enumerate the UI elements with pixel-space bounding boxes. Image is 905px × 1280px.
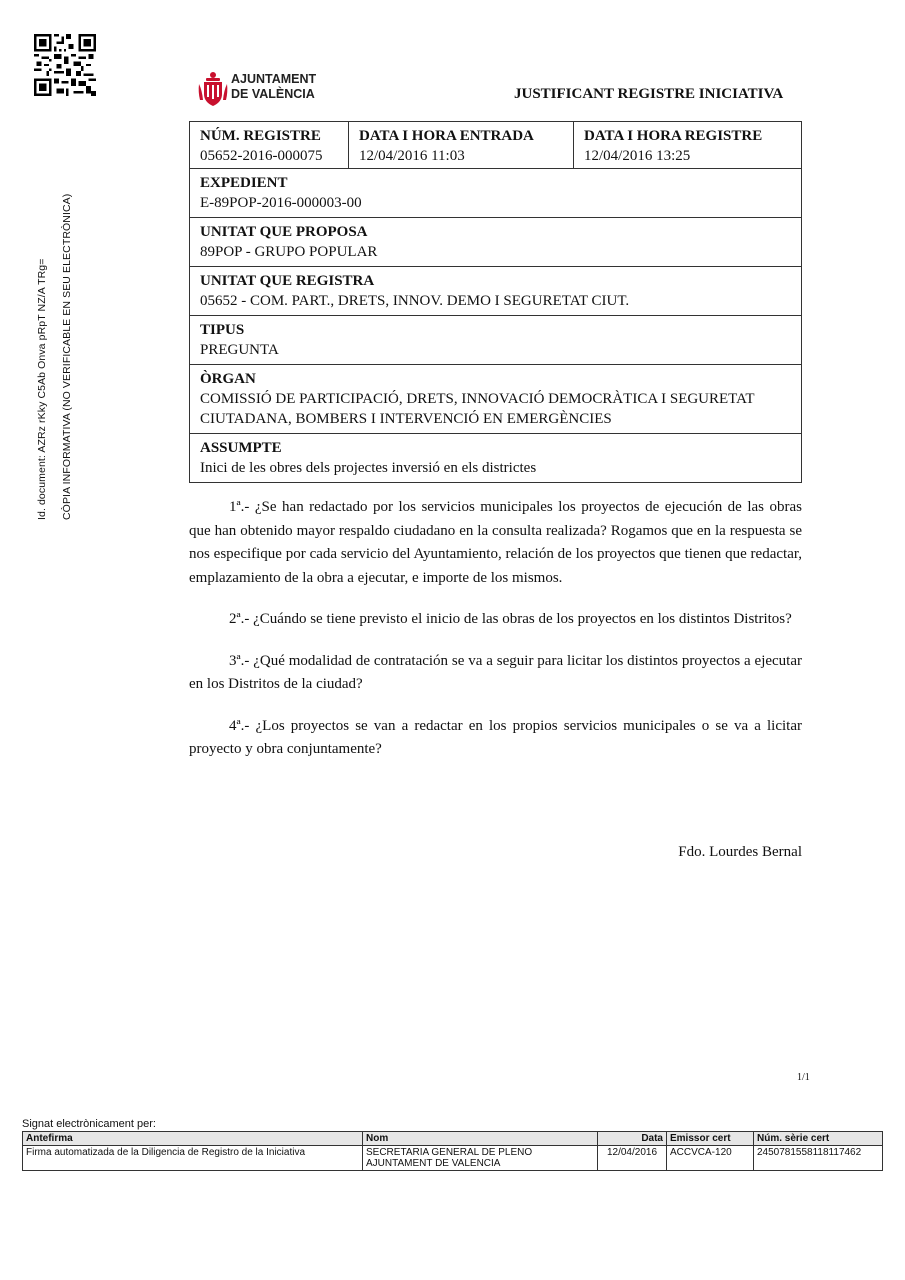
assumpte-label: ASSUMPTE [200,440,282,456]
organ-label: ÒRGAN [200,371,256,387]
nom-line2: AJUNTAMENT DE VALENCIA [366,1158,501,1169]
emissor-header: Emissor cert [667,1132,754,1146]
assumpte-value: Inici de les obres dels projectes inversió en els districtes [200,460,537,476]
expedient-row [190,168,801,217]
nom-header: Nom [363,1132,598,1146]
unitat-proposa-row [190,217,801,266]
signed-by-label: Signat electrònicament per: [22,1118,156,1130]
question-3: 3ª.- ¿Qué modalidad de contratación se va a seguir para licitar los distintos proyectos a ejecutar en los Distritos de la ciudad? [189,652,802,692]
antefirma-header: Antefirma [23,1132,363,1146]
data-registre-value: 12/04/2016 13:25 [584,148,691,164]
num-registre-value: 05652-2016-000075 [200,148,323,164]
num-registre-cell [190,122,348,168]
organ-value: COMISSIÓ DE PARTICIPACIÓ, DRETS, INNOVACIÓ DEMOCRÀTICA I SEGURETAT CIUTADANA, BOMBERS I INTERVENCIÓ EN EMERGÈNCIES [200,391,755,427]
logo-text [231,72,316,102]
nom-cell [363,1146,598,1171]
document-title: JUSTIFICANT REGISTRE INICIATIVA [514,86,784,102]
expedient-label: EXPEDIENT [200,175,288,191]
question-4: 4ª.- ¿Los proyectos se van a redactar en los propios servicios municipales o se va a licitar proyecto y obra conjuntamente? [189,717,802,757]
signature-table [22,1131,883,1171]
logo-line1: AJUNTAMENT [231,72,317,86]
unitat-registra-label: UNITAT QUE REGISTRA [200,273,375,289]
signature-row [23,1146,883,1171]
antefirma-cell: Firma automatizada de la Diligencia de Registro de la Iniciativa [23,1146,363,1171]
document-id-text: Id. document: AZRz rKky C5Ab Onva pRpT NZ/A TRg= [36,258,48,520]
unitat-proposa-label: UNITAT QUE PROPOSA [200,224,368,240]
data-registre-cell [573,122,801,168]
tipus-value: PREGUNTA [200,342,279,358]
tipus-label: TIPUS [200,322,245,338]
serie-cell: 2450781558118117462 [754,1146,883,1171]
registry-table [189,121,802,483]
nom-line1: SECRETARIA GENERAL DE PLENO [366,1147,533,1158]
signature-line: Fdo. Lourdes Bernal [678,844,802,860]
qr-code [34,34,96,96]
question-1: 1ª.- ¿Se han redactado por los servicios municipales los proyectos de ejecución de las obras que han obtenido mayor respaldo ciudadano en la consulta realizada? Rogamos que en la respuesta se nos especifique por cada servicio del Ayuntamiento, relación de los proyectos que tienen que redactar, emplazamiento de la obra a ejecutar, e importe de los mismos. [189,499,802,586]
unitat-registra-value: 05652 - COM. PART., DRETS, INNOV. DEMO I SEGURETAT CIUT. [200,293,630,309]
data-header: Data [598,1132,667,1146]
question-2: 2ª.- ¿Cuándo se tiene previsto el inicio de las obras de los proyectos en los distintos Distritos? [229,611,792,627]
tipus-row [190,315,801,364]
expedient-value: E-89POP-2016-000003-00 [200,195,362,211]
page-number: 1/1 [797,1072,810,1083]
coat-of-arms-icon [197,70,229,108]
data-entrada-value: 12/04/2016 11:03 [359,148,465,164]
signature-header-row [23,1132,883,1146]
registry-top-row [190,122,801,168]
unitat-proposa-value: 89POP - GRUPO POPULAR [200,244,378,260]
informative-copy-text: CÒPIA INFORMATIVA (NO VERIFICABLE EN SEU ELECTRÒNICA) [61,193,73,520]
data-entrada-label: DATA I HORA ENTRADA [359,128,534,144]
serie-header: Núm. sèrie cert [754,1132,883,1146]
data-registre-label: DATA I HORA REGISTRE [584,128,763,144]
logo-line2: DE VALÈNCIA [231,87,315,101]
data-cell: 12/04/2016 [598,1146,667,1171]
data-entrada-cell [348,122,573,168]
assumpte-row [190,433,801,482]
organ-row [190,364,801,433]
ajuntament-logo [197,70,327,108]
emissor-cell: ACCVCA-120 [667,1146,754,1171]
num-registre-label: NÚM. REGISTRE [200,128,321,144]
questions-body [189,496,802,780]
unitat-registra-row [190,266,801,315]
